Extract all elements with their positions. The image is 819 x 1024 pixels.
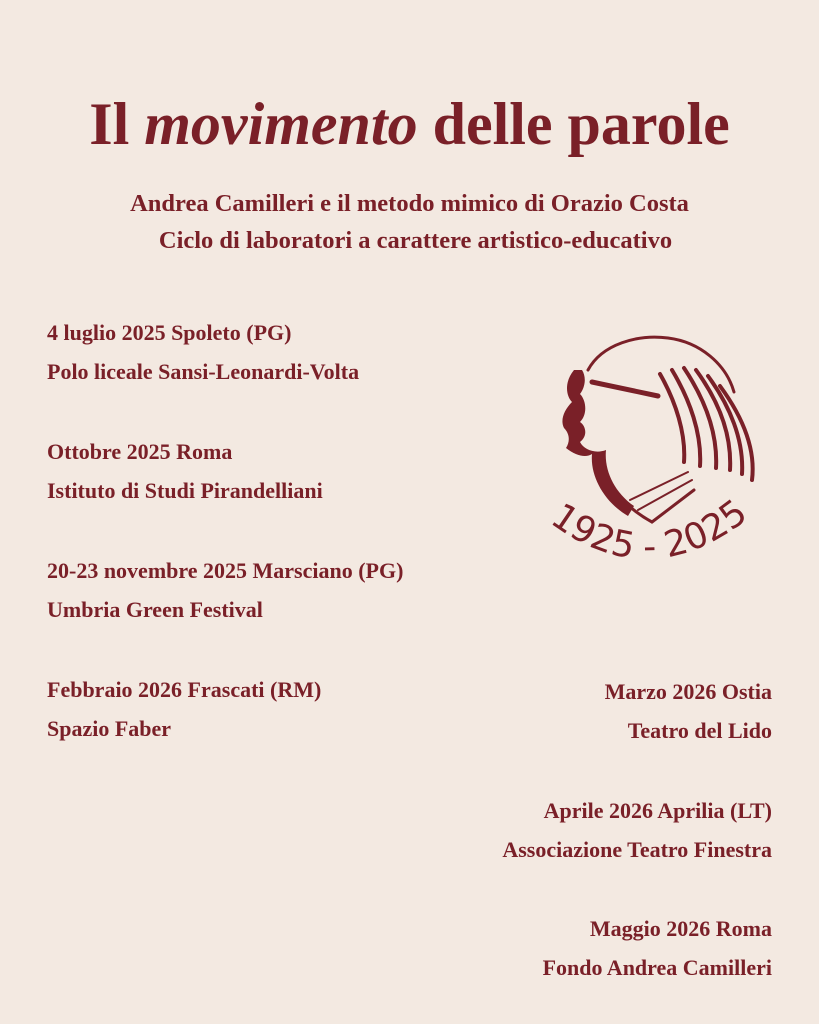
- title-italic-word: movimento: [144, 91, 418, 157]
- event-date: 4 luglio 2025 Spoleto (PG): [47, 320, 292, 345]
- event-place: Associazione Teatro Finestra: [502, 837, 772, 862]
- event-place: Spazio Faber: [47, 716, 172, 741]
- event-place: Fondo Andrea Camilleri: [542, 955, 772, 980]
- event-roma-maggio: [543, 914, 772, 983]
- event-place: Teatro del Lido: [627, 718, 772, 743]
- subtitle-line-2: Ciclo di laboratori a carattere artistico-educativo: [158, 227, 673, 254]
- event-roma-ottobre: [47, 437, 323, 506]
- event-ostia: [605, 677, 772, 746]
- event-date: Maggio 2026 Roma: [589, 916, 772, 941]
- event-date: Marzo 2026 Ostia: [604, 679, 772, 704]
- event-place: Polo liceale Sansi-Leonardi-Volta: [47, 359, 360, 384]
- event-date: Ottobre 2025 Roma: [47, 439, 233, 464]
- event-date: Aprile 2026 Aprilia (LT): [543, 798, 772, 823]
- logo-years-text: 1925 - 2025: [543, 491, 755, 568]
- event-marsciano: [47, 556, 403, 625]
- page-title: [0, 88, 819, 160]
- title-prefix: Il: [89, 91, 145, 157]
- portrait-logo-icon: [530, 330, 770, 600]
- subtitle-line-1: Andrea Camilleri e il metodo mimico di Orazio Costa: [130, 190, 689, 217]
- event-place: Istituto di Studi Pirandelliani: [47, 478, 323, 503]
- event-aprilia: [502, 796, 772, 865]
- event-date: Febbraio 2026 Frascati (RM): [47, 677, 322, 702]
- event-spoleto: [47, 318, 359, 387]
- event-frascati: [47, 675, 321, 744]
- title-suffix: delle parole: [417, 91, 730, 157]
- event-place: Umbria Green Festival: [47, 597, 263, 622]
- event-date: 20-23 novembre 2025 Marsciano (PG): [47, 558, 404, 583]
